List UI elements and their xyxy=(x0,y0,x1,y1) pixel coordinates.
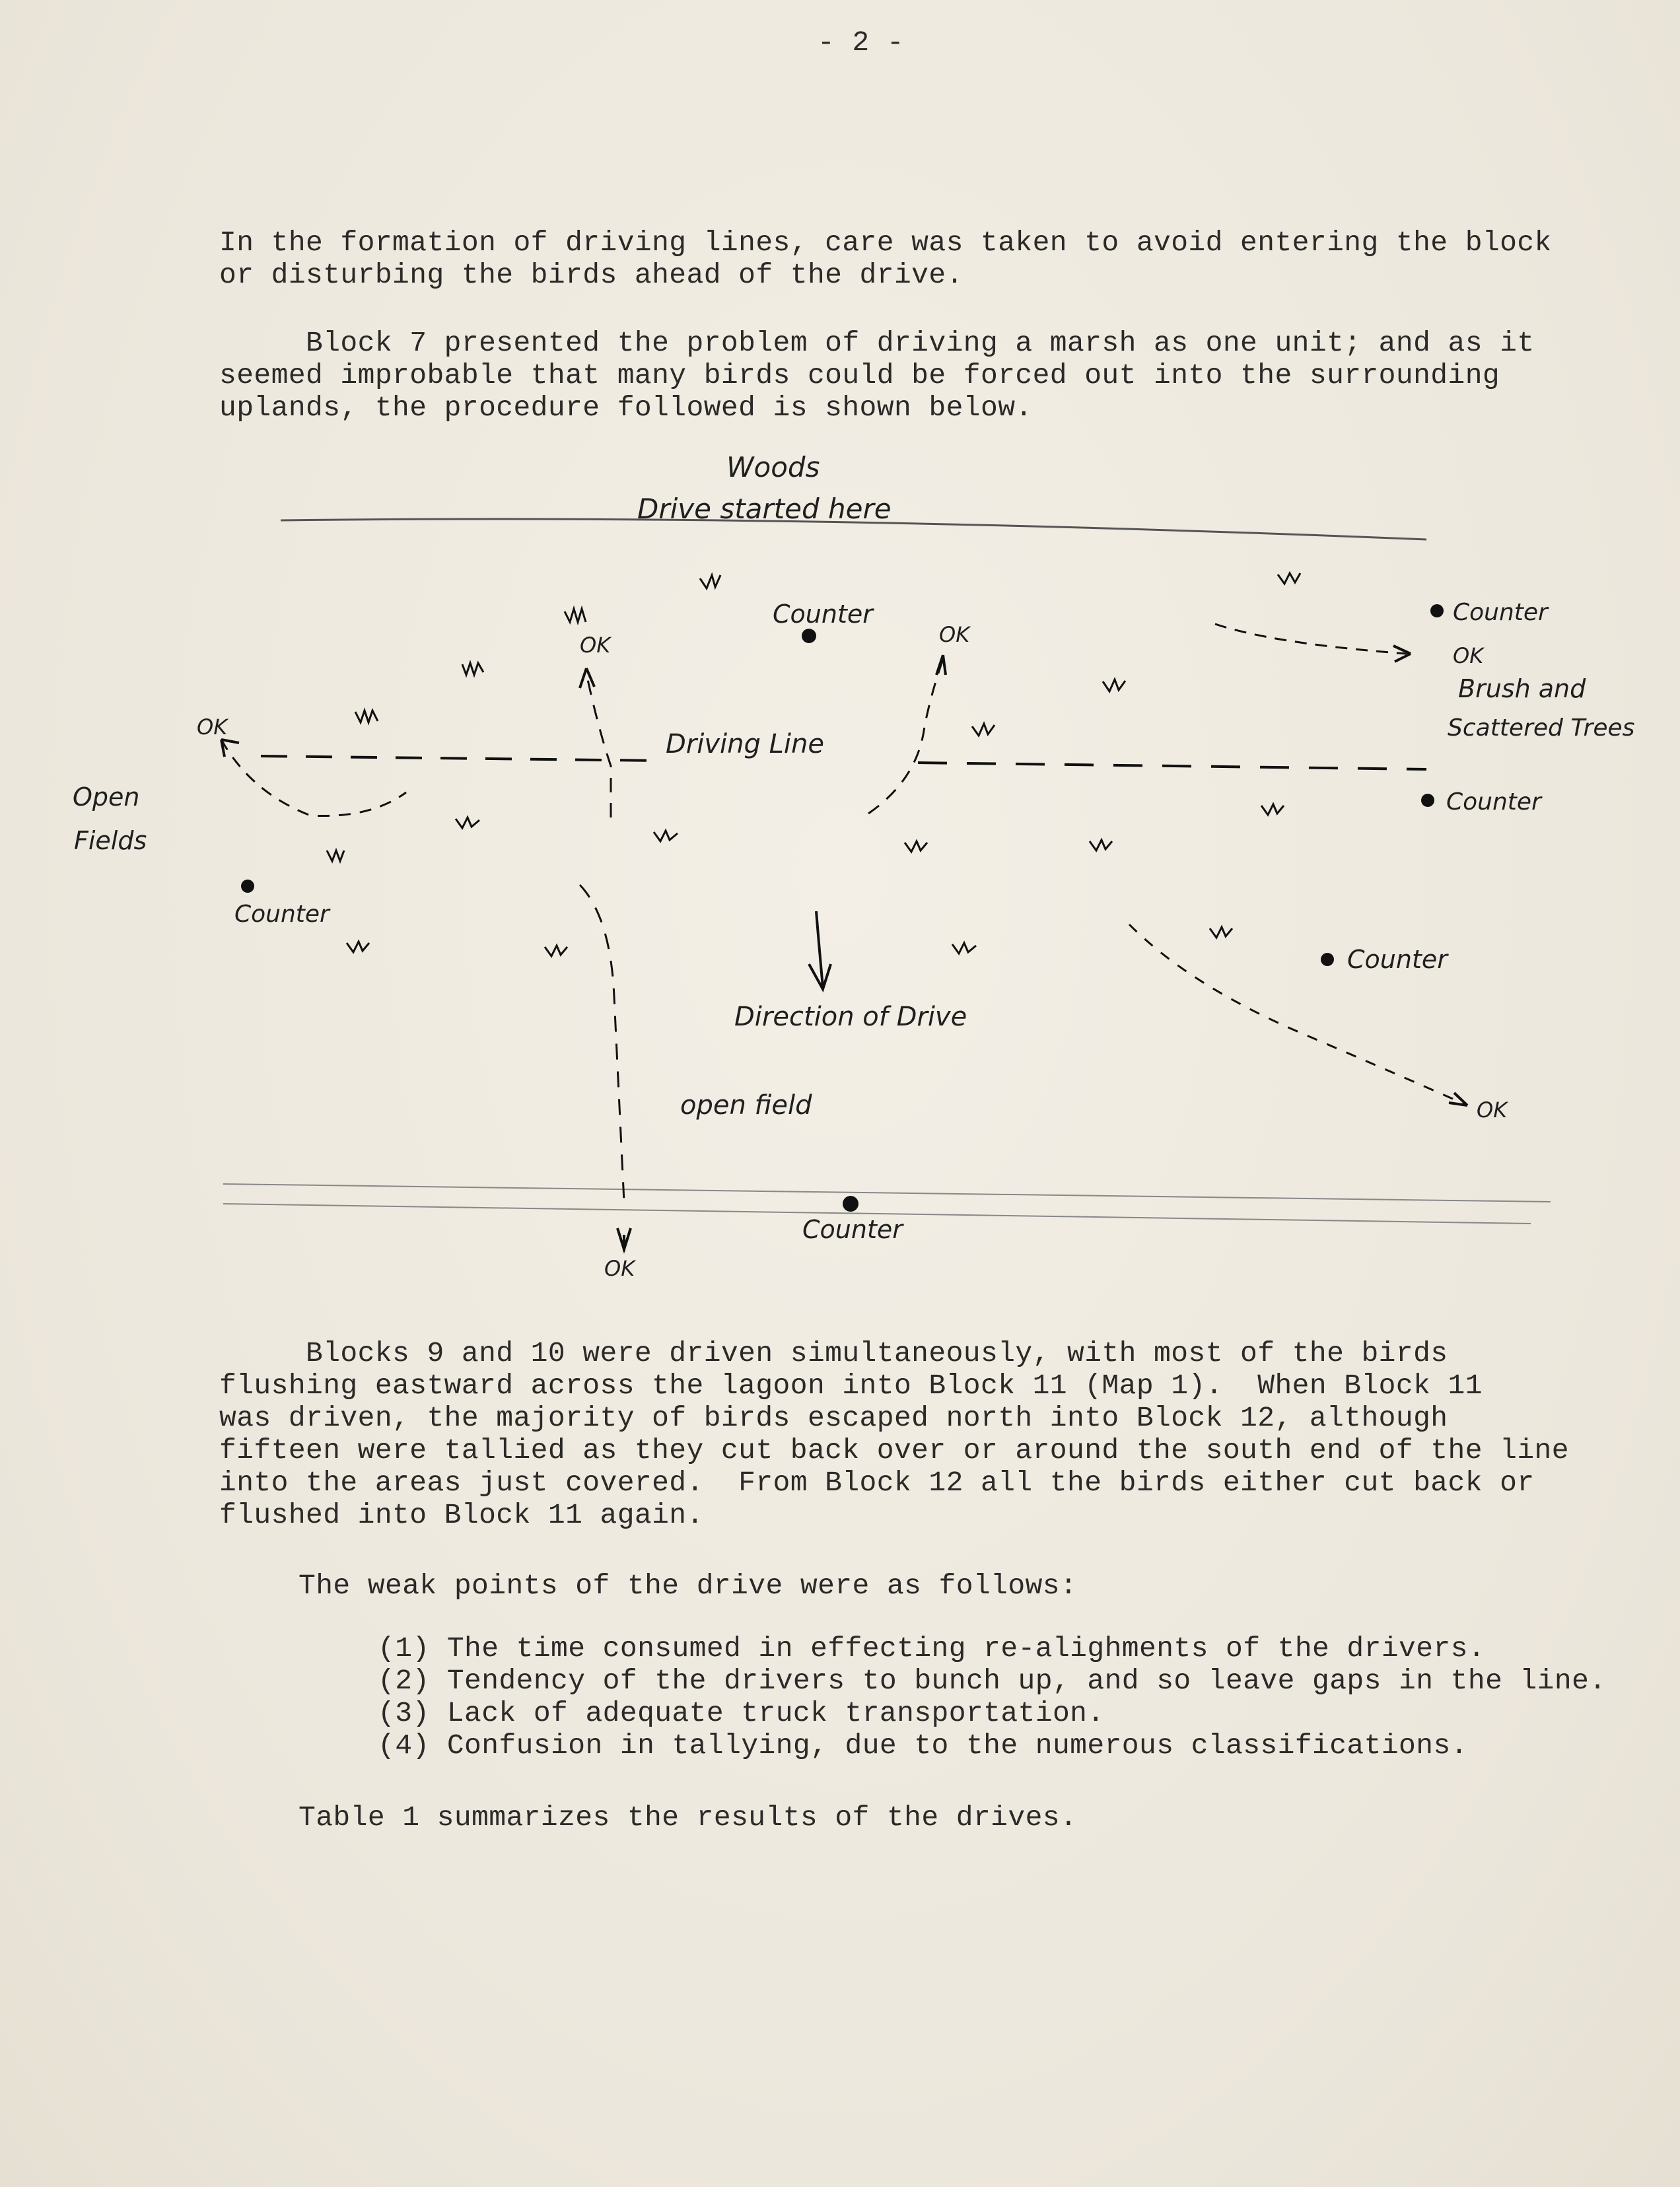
text-line: or disturbing the birds ahead of the drive. xyxy=(219,259,963,291)
driving-line-left xyxy=(261,756,660,761)
marsh-symbol xyxy=(1210,927,1232,938)
marsh-symbol xyxy=(1261,804,1284,815)
counter-dot xyxy=(1321,953,1334,966)
page-number: - 2 - xyxy=(818,26,905,59)
counter-dot xyxy=(241,880,254,893)
paragraph-weak-points-intro: The weak points of the drive were as follows: xyxy=(298,1570,1078,1602)
paragraph-driving-lines xyxy=(219,226,1552,291)
counter-dot xyxy=(1421,794,1434,807)
label-driving-line: Driving Line xyxy=(666,729,824,759)
label-open-fields-2: Fields xyxy=(74,826,147,855)
path-top-right xyxy=(1215,624,1407,654)
label-brush-1: Brush and xyxy=(1458,674,1586,703)
marsh-symbol xyxy=(462,663,483,675)
counter-label: Counter xyxy=(1347,945,1448,974)
marsh-symbol xyxy=(327,850,344,861)
list-item: (1) The time consumed in effecting re-alighments of the drivers. xyxy=(378,1632,1486,1665)
marsh-symbol xyxy=(654,831,678,841)
text-line: uplands, the procedure followed is shown below. xyxy=(219,392,1033,424)
path-down-ok xyxy=(580,885,624,1202)
marsh-symbol xyxy=(1090,840,1112,850)
marsh-symbol xyxy=(1278,573,1300,584)
marsh-symbol xyxy=(545,946,567,956)
label-brush-2: Scattered Trees xyxy=(1448,714,1635,742)
marsh-symbol xyxy=(456,817,479,828)
ok-label: OK xyxy=(580,633,611,658)
ok-label: OK xyxy=(604,1256,635,1281)
field-boundary-line-1 xyxy=(223,1184,1551,1202)
marsh-symbol xyxy=(565,609,586,622)
counter-label: Counter xyxy=(234,901,330,928)
ok-label: OK xyxy=(197,714,228,740)
text-line: fifteen were tallied as they cut back over or around the south end of the line xyxy=(219,1434,1569,1467)
drive-diagram xyxy=(0,436,1680,1307)
list-item: (3) Lack of adequate truck transportation. xyxy=(378,1697,1105,1729)
text-line: seemed improbable that many birds could be forced out into the surrounding xyxy=(219,359,1500,392)
marsh-symbol xyxy=(355,711,378,722)
marsh-symbol xyxy=(952,943,976,954)
text-line: Blocks 9 and 10 were driven simultaneously, with most of the birds xyxy=(219,1337,1448,1370)
paragraph-block-7 xyxy=(219,327,1535,424)
ok-label: OK xyxy=(1477,1097,1508,1123)
counter-dot xyxy=(802,629,816,643)
list-item: (4) Confusion in tallying, due to the numerous classifications. xyxy=(378,1729,1468,1762)
direction-arrow xyxy=(809,911,831,989)
label-drive-started: Drive started here xyxy=(637,493,892,525)
counter-label: Counter xyxy=(1446,788,1541,816)
label-open-fields-1: Open xyxy=(73,782,140,812)
ok-label: OK xyxy=(1453,643,1484,668)
ok-label: OK xyxy=(939,622,970,647)
arrow-left-ok xyxy=(221,740,239,757)
text-line: flushing eastward across the lagoon into Block 11 (Map 1). When Block 11 xyxy=(219,1370,1483,1402)
marsh-symbol xyxy=(700,575,720,588)
text-line: into the areas just covered. From Block 12 all the birds either cut back or xyxy=(219,1467,1535,1499)
text-line: was driven, the majority of birds escaped north into Block 12, although xyxy=(219,1402,1448,1434)
paragraph-blocks-9-10 xyxy=(219,1337,1569,1531)
text-line: flushed into Block 11 again. xyxy=(219,1499,704,1531)
counter-dot xyxy=(843,1196,858,1212)
marsh-symbol xyxy=(905,841,927,852)
path-center-up xyxy=(586,674,611,817)
marsh-symbol xyxy=(972,724,995,736)
text-line: In the formation of driving lines, care was taken to avoid entering the block xyxy=(219,226,1552,259)
counter-label: Counter xyxy=(802,1215,903,1244)
arrow-center-ok xyxy=(580,668,594,688)
path-right-up xyxy=(868,659,943,814)
marsh-symbol xyxy=(1103,679,1125,691)
label-woods: Woods xyxy=(726,451,820,483)
paragraph-table-summary: Table 1 summarizes the results of the drives. xyxy=(298,1801,1078,1834)
label-direction-of-drive: Direction of Drive xyxy=(734,1002,967,1032)
counter-label: Counter xyxy=(1453,599,1548,626)
arrow-right-ok xyxy=(936,655,946,675)
counter-dot xyxy=(1430,604,1444,617)
driving-line-right xyxy=(918,763,1426,769)
arrow-down-ok xyxy=(617,1228,631,1251)
path-left-curve xyxy=(221,740,406,816)
label-open-field: open field xyxy=(680,1090,812,1121)
list-item: (2) Tendency of the drivers to bunch up, and so leave gaps in the line. xyxy=(378,1665,1607,1697)
weak-points-list xyxy=(378,1632,1607,1762)
marsh-symbol xyxy=(347,942,369,952)
counter-label: Counter xyxy=(773,600,873,629)
text-line: Block 7 presented the problem of driving a marsh as one unit; and as it xyxy=(219,327,1535,359)
